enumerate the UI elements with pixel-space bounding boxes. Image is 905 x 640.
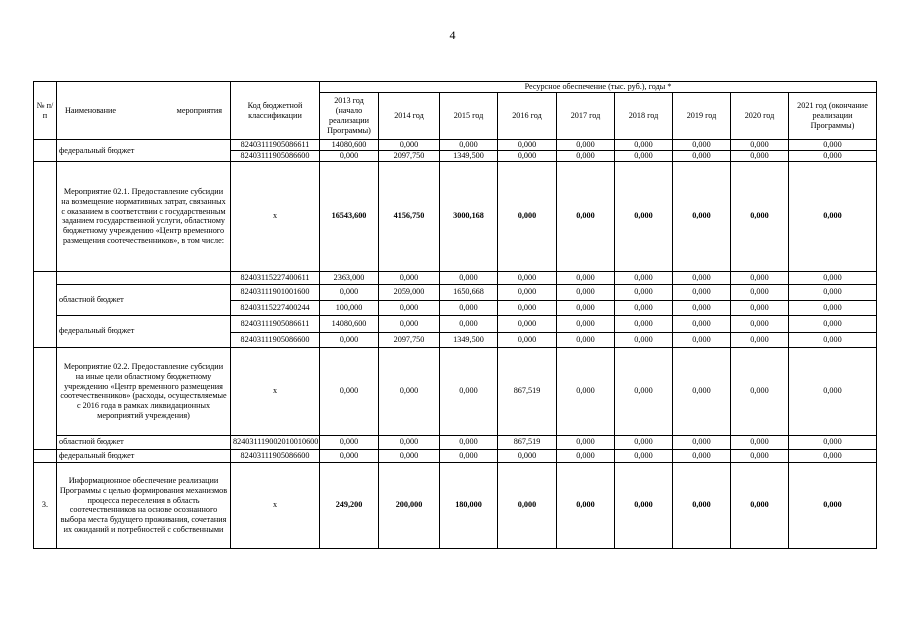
year-value: 0,000 <box>615 347 673 435</box>
year-value: 4156,750 <box>379 161 440 271</box>
budget-code: 824031119002010010600 <box>231 435 320 449</box>
header-no: № п/ п <box>34 82 57 140</box>
year-value: 0,000 <box>731 347 789 435</box>
activity-name: областной бюджет <box>57 284 231 315</box>
header-year: 2021 год (окончание реализации Программы) <box>789 93 877 140</box>
header-code: Код бюджетной классификации <box>231 82 320 140</box>
table-row <box>34 347 877 435</box>
year-value: 0,000 <box>615 332 673 347</box>
year-value: 0,000 <box>498 284 557 300</box>
year-value: 0,000 <box>557 161 615 271</box>
year-value: 0,000 <box>498 151 557 162</box>
year-value: 180,000 <box>440 462 498 548</box>
row-number <box>34 161 57 271</box>
table-row <box>34 449 877 462</box>
budget-code: х <box>231 347 320 435</box>
year-value: 0,000 <box>615 435 673 449</box>
year-value: 0,000 <box>498 449 557 462</box>
year-value: 0,000 <box>731 271 789 284</box>
year-value: 0,000 <box>440 271 498 284</box>
year-value: 0,000 <box>673 271 731 284</box>
budget-code: 82403115227400244 <box>231 300 320 315</box>
year-value: 0,000 <box>498 271 557 284</box>
year-value: 0,000 <box>440 140 498 151</box>
activity-name: областной бюджет <box>57 435 231 449</box>
row-number <box>34 271 57 347</box>
year-value: 0,000 <box>731 300 789 315</box>
year-value: 0,000 <box>673 462 731 548</box>
year-value: 0,000 <box>440 315 498 332</box>
year-value: 0,000 <box>731 140 789 151</box>
year-value: 0,000 <box>557 151 615 162</box>
header-year: 2018 год <box>615 93 673 140</box>
year-value: 0,000 <box>789 300 877 315</box>
year-value: 0,000 <box>731 435 789 449</box>
year-value: 0,000 <box>557 271 615 284</box>
activity-name <box>57 271 231 284</box>
year-value: 0,000 <box>789 449 877 462</box>
year-value: 1349,500 <box>440 332 498 347</box>
year-value: 3000,168 <box>440 161 498 271</box>
budget-code: 82403111905086611 <box>231 315 320 332</box>
row-number: 3. <box>34 462 57 548</box>
year-value: 0,000 <box>673 300 731 315</box>
year-value: 867,519 <box>498 435 557 449</box>
year-value: 0,000 <box>440 449 498 462</box>
row-number <box>34 347 57 449</box>
year-value: 0,000 <box>789 271 877 284</box>
activity-name: Информационное обеспечение реализации Программы с целью формирования механизмов процесса переселения в область соотечественников на основе осознанного выбора места будущего проживания, сочетания их ожиданий и потребностей с собственными <box>57 462 231 548</box>
year-value: 0,000 <box>789 315 877 332</box>
year-value: 0,000 <box>557 140 615 151</box>
header-name-part-1: Наименование <box>65 105 117 115</box>
year-value: 0,000 <box>379 140 440 151</box>
header-year: 2016 год <box>498 93 557 140</box>
header-year: 2017 год <box>557 93 615 140</box>
row-number <box>34 449 57 462</box>
year-value: 0,000 <box>557 462 615 548</box>
header-name <box>57 82 231 140</box>
header-year: 2020 год <box>731 93 789 140</box>
year-value: 0,000 <box>731 449 789 462</box>
year-value: 0,000 <box>731 315 789 332</box>
year-value: 0,000 <box>615 449 673 462</box>
year-value: 2097,750 <box>379 151 440 162</box>
resource-table <box>33 81 877 549</box>
year-value: 0,000 <box>673 332 731 347</box>
year-value: 0,000 <box>615 151 673 162</box>
header-name-part-2: мероприятия <box>176 105 222 115</box>
year-value: 0,000 <box>615 462 673 548</box>
year-value: 0,000 <box>789 140 877 151</box>
header-year: 2014 год <box>379 93 440 140</box>
table-row <box>34 271 877 284</box>
year-value: 0,000 <box>789 284 877 300</box>
year-value: 14080,600 <box>320 140 379 151</box>
year-value: 0,000 <box>557 315 615 332</box>
year-value: 0,000 <box>379 347 440 435</box>
year-value: 0,000 <box>379 271 440 284</box>
year-value: 1349,500 <box>440 151 498 162</box>
year-value: 0,000 <box>440 435 498 449</box>
year-value: 0,000 <box>498 300 557 315</box>
page-number: 4 <box>449 28 456 42</box>
activity-name: федеральный бюджет <box>57 449 231 462</box>
header-year: 2013 год (начало реализации Программы) <box>320 93 379 140</box>
header-year: 2019 год <box>673 93 731 140</box>
year-value: 0,000 <box>557 449 615 462</box>
budget-code: х <box>231 161 320 271</box>
table-row <box>34 161 877 271</box>
year-value: 0,000 <box>615 300 673 315</box>
year-value: 0,000 <box>615 284 673 300</box>
activity-name: федеральный бюджет <box>57 315 231 347</box>
table-row <box>34 284 877 300</box>
year-value: 0,000 <box>320 151 379 162</box>
year-value: 0,000 <box>731 284 789 300</box>
year-value: 0,000 <box>320 284 379 300</box>
activity-name: федеральный бюджет <box>57 140 231 162</box>
table-row <box>34 315 877 332</box>
year-value: 0,000 <box>379 435 440 449</box>
year-value: 0,000 <box>673 435 731 449</box>
year-value: 0,000 <box>440 300 498 315</box>
year-value: 0,000 <box>320 332 379 347</box>
year-value: 100,000 <box>320 300 379 315</box>
budget-code: 82403111901001600 <box>231 284 320 300</box>
year-value: 0,000 <box>789 151 877 162</box>
year-value: 0,000 <box>789 435 877 449</box>
year-value: 0,000 <box>320 435 379 449</box>
budget-code: х <box>231 462 320 548</box>
table-row <box>34 435 877 449</box>
year-value: 0,000 <box>615 271 673 284</box>
year-value: 0,000 <box>557 300 615 315</box>
budget-code: 82403115227400611 <box>231 271 320 284</box>
year-value: 0,000 <box>498 462 557 548</box>
budget-code: 82403111905086600 <box>231 449 320 462</box>
year-value: 0,000 <box>673 347 731 435</box>
table-row <box>34 462 877 548</box>
year-value: 200,000 <box>379 462 440 548</box>
year-value: 0,000 <box>440 347 498 435</box>
row-number <box>34 140 57 162</box>
year-value: 0,000 <box>789 161 877 271</box>
budget-code: 82403111905086600 <box>231 151 320 162</box>
year-value: 0,000 <box>731 332 789 347</box>
year-value: 0,000 <box>498 161 557 271</box>
table-row <box>34 140 877 151</box>
year-value: 867,519 <box>498 347 557 435</box>
year-value: 0,000 <box>557 435 615 449</box>
year-value: 0,000 <box>673 140 731 151</box>
year-value: 0,000 <box>498 315 557 332</box>
header-year: 2015 год <box>440 93 498 140</box>
activity-name: Мероприятие 02.1. Предоставление субсидии на возмещение нормативных затрат, связанных с оказанием в соответствии с государственным заданием государственной услуги, областному бюджетному учреждению «Центр временного размещения соотечественников», в том числе: <box>57 161 231 271</box>
year-value: 0,000 <box>615 315 673 332</box>
year-value: 16543,600 <box>320 161 379 271</box>
year-value: 0,000 <box>673 151 731 162</box>
year-value: 0,000 <box>379 300 440 315</box>
year-value: 14080,600 <box>320 315 379 332</box>
year-value: 0,000 <box>673 284 731 300</box>
year-value: 0,000 <box>673 315 731 332</box>
year-value: 0,000 <box>498 140 557 151</box>
activity-name: Мероприятие 02.2. Предоставление субсидии на иные цели областному бюджетному учреждению «Центр временного размещения соотечественников» (расходы, осуществляемые с 2016 года в рамках ликвидационных мероприятий учреждения) <box>57 347 231 435</box>
year-value: 2059,000 <box>379 284 440 300</box>
year-value: 0,000 <box>789 347 877 435</box>
year-value: 0,000 <box>379 315 440 332</box>
year-value: 0,000 <box>557 284 615 300</box>
year-value: 0,000 <box>789 332 877 347</box>
year-value: 0,000 <box>673 449 731 462</box>
year-value: 0,000 <box>615 140 673 151</box>
year-value: 2363,000 <box>320 271 379 284</box>
year-value: 1650,668 <box>440 284 498 300</box>
year-value: 0,000 <box>557 347 615 435</box>
header-resources: Ресурсное обеспечение (тыс. руб.), годы * <box>320 82 877 93</box>
year-value: 0,000 <box>498 332 557 347</box>
year-value: 0,000 <box>320 449 379 462</box>
year-value: 0,000 <box>731 161 789 271</box>
year-value: 0,000 <box>731 151 789 162</box>
year-value: 0,000 <box>615 161 673 271</box>
year-value: 2097,750 <box>379 332 440 347</box>
year-value: 0,000 <box>731 462 789 548</box>
year-value: 0,000 <box>789 462 877 548</box>
budget-code: 82403111905086600 <box>231 332 320 347</box>
year-value: 249,200 <box>320 462 379 548</box>
year-value: 0,000 <box>320 347 379 435</box>
year-value: 0,000 <box>673 161 731 271</box>
year-value: 0,000 <box>557 332 615 347</box>
budget-code: 82403111905086611 <box>231 140 320 151</box>
year-value: 0,000 <box>379 449 440 462</box>
